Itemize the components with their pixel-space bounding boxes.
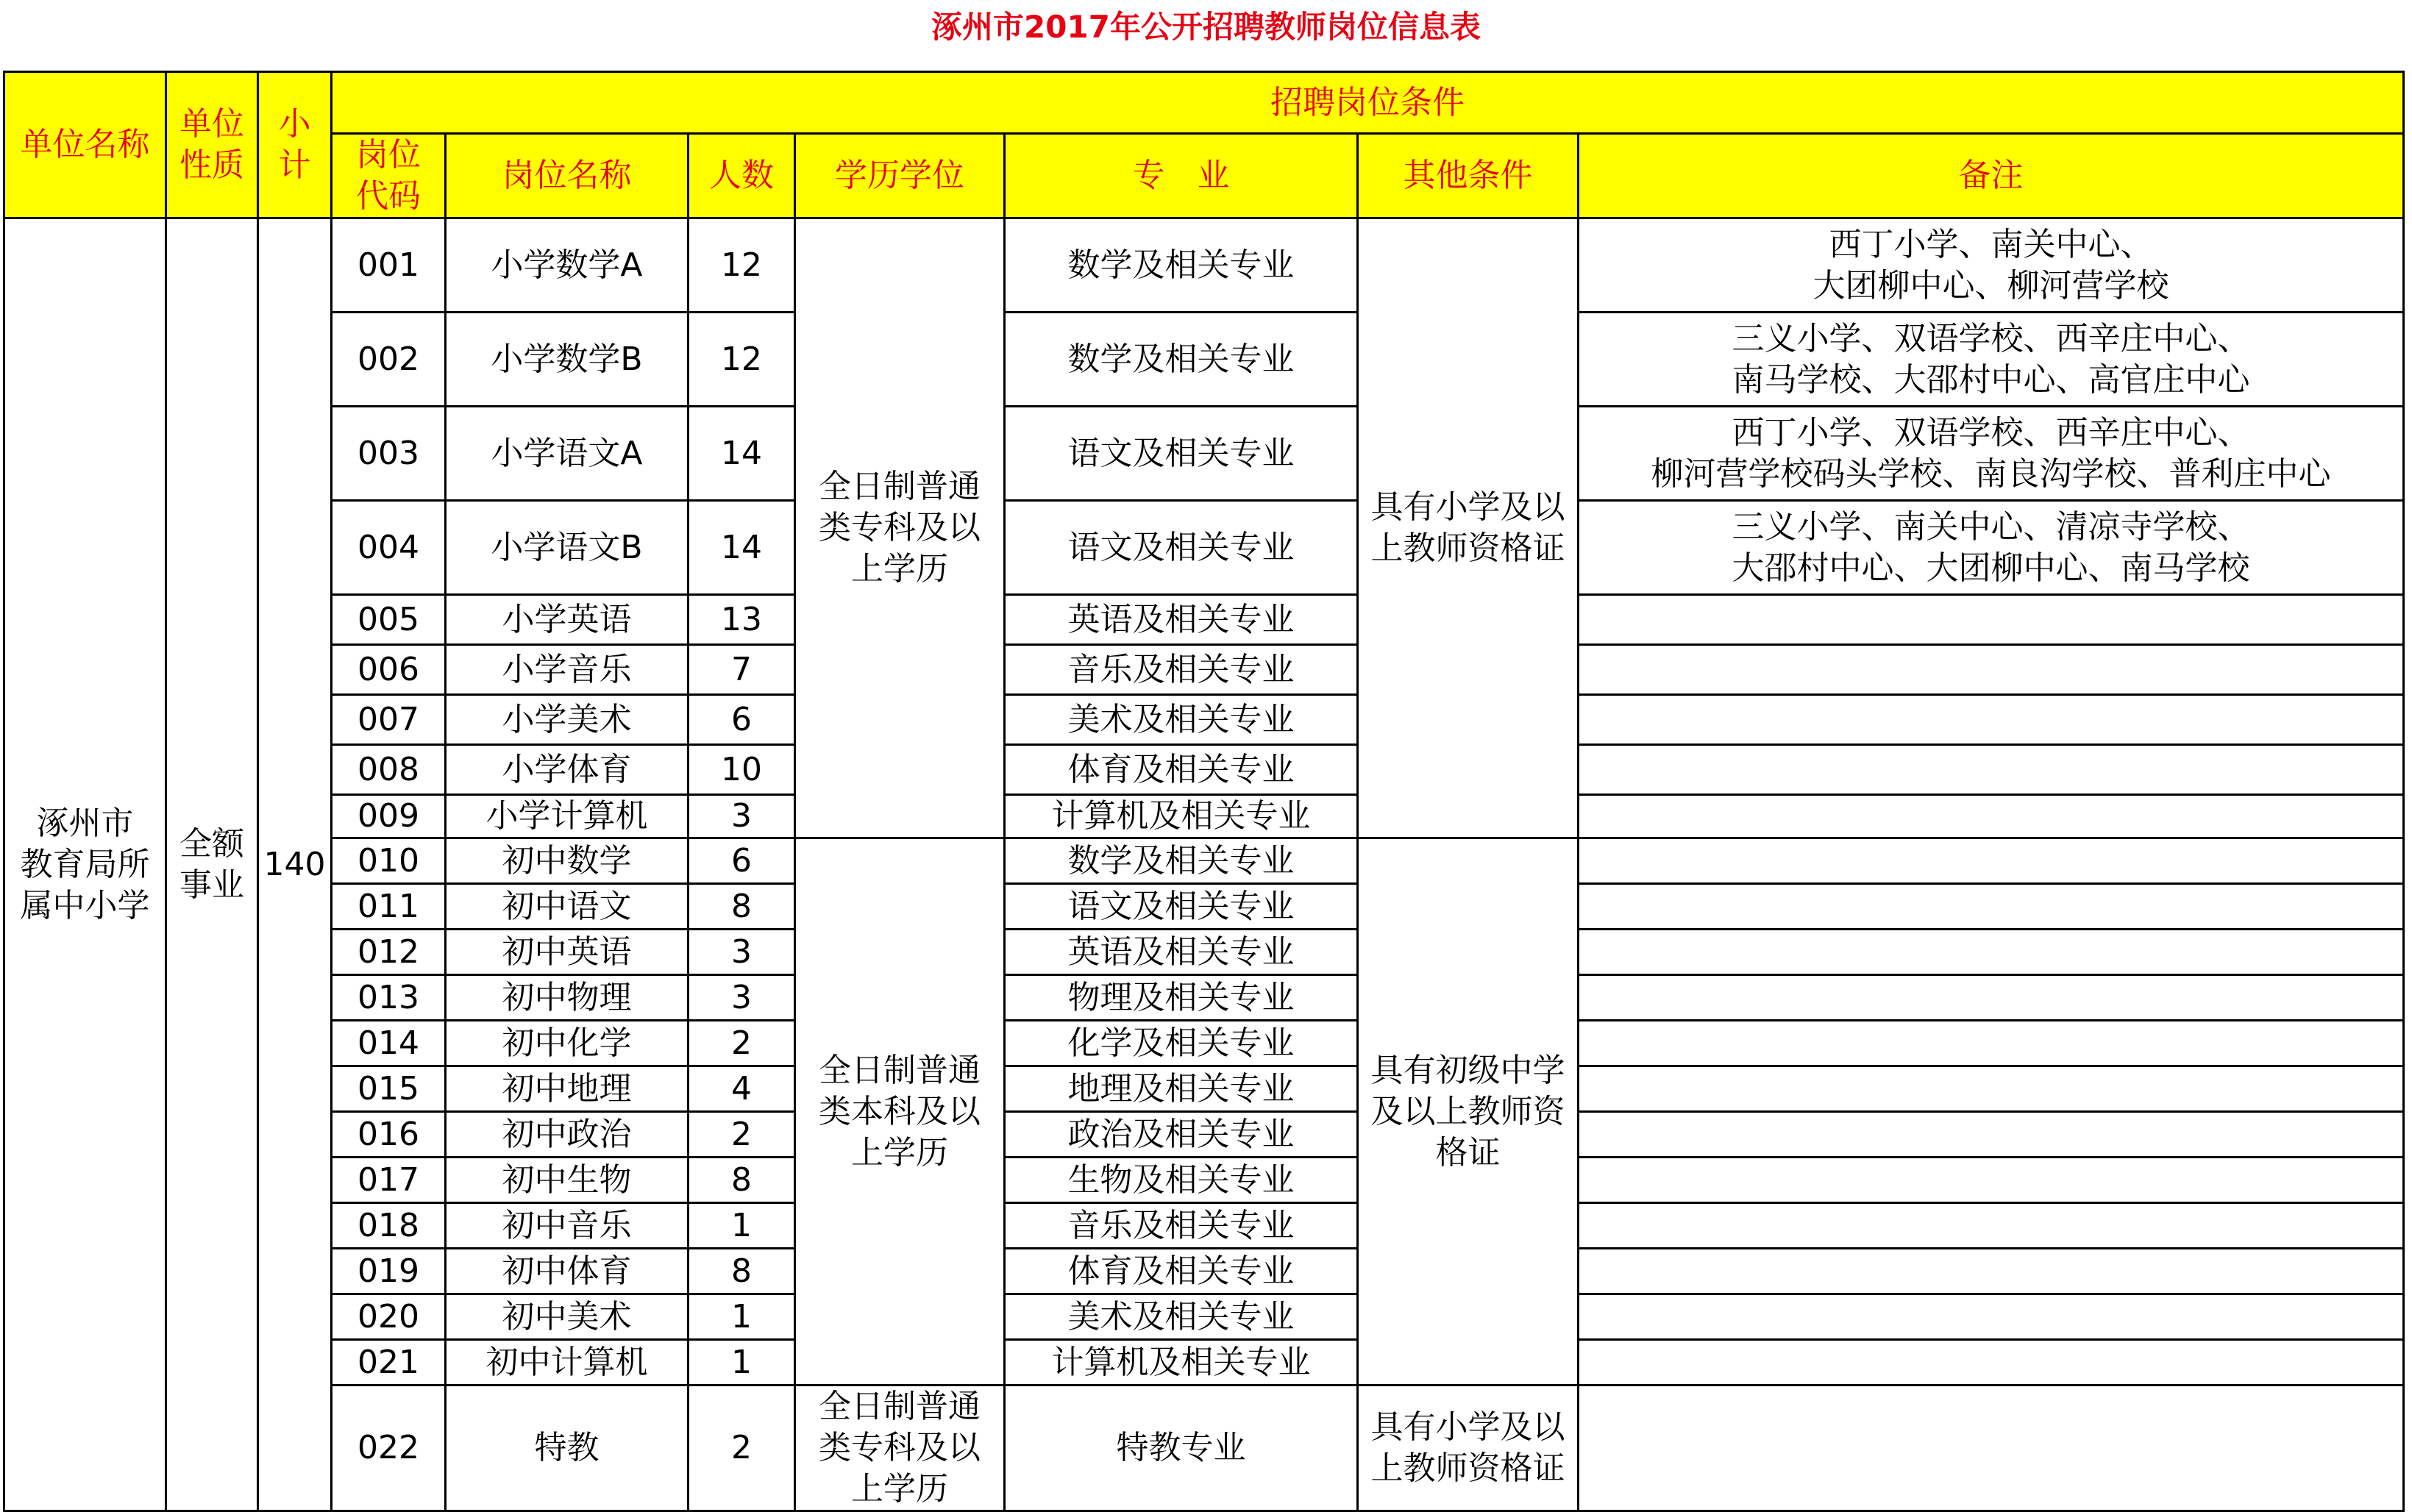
remark-cell: 三义小学、双语学校、西辛庄中心、 南马学校、大邵村中心、高官庄中心 bbox=[1579, 313, 2404, 407]
header-education: 学历学位 bbox=[795, 134, 1005, 218]
remark-cell bbox=[1579, 1158, 2404, 1203]
table-row bbox=[4, 1294, 2404, 1340]
major-cell: 语文及相关专业 bbox=[1005, 407, 1358, 501]
education-cell: 全日制普通 类专科及以 上学历 bbox=[795, 1386, 1005, 1511]
education-cell: 全日制普通 类本科及以 上学历 bbox=[795, 838, 1005, 1386]
post-name-cell: 小学音乐 bbox=[446, 645, 689, 695]
post-name-cell: 小学美术 bbox=[446, 695, 689, 745]
table-row bbox=[4, 1112, 2404, 1158]
remark-cell bbox=[1579, 1249, 2404, 1294]
remark-cell bbox=[1579, 1021, 2404, 1066]
remark-cell bbox=[1579, 645, 2404, 695]
table-row bbox=[4, 595, 2404, 645]
major-cell: 化学及相关专业 bbox=[1005, 1021, 1358, 1066]
remark-cell bbox=[1579, 838, 2404, 884]
major-cell: 体育及相关专业 bbox=[1005, 1249, 1358, 1294]
remark-cell bbox=[1579, 1294, 2404, 1340]
count-cell: 10 bbox=[689, 745, 795, 795]
count-cell: 1 bbox=[689, 1340, 795, 1386]
table-row bbox=[4, 645, 2404, 695]
major-cell: 体育及相关专业 bbox=[1005, 745, 1358, 795]
count-cell: 6 bbox=[689, 695, 795, 745]
code-cell: 021 bbox=[332, 1340, 446, 1386]
code-cell: 012 bbox=[332, 930, 446, 975]
header-remark: 备注 bbox=[1579, 134, 2404, 218]
table-row bbox=[4, 1158, 2404, 1203]
count-cell: 8 bbox=[689, 1158, 795, 1203]
code-cell: 002 bbox=[332, 313, 446, 407]
table-row bbox=[4, 975, 2404, 1021]
table-row bbox=[4, 1249, 2404, 1294]
header-unit-name: 单位名称 bbox=[4, 72, 166, 218]
code-cell: 009 bbox=[332, 795, 446, 838]
remark-cell bbox=[1579, 884, 2404, 930]
remark-cell: 三义小学、南关中心、清凉寺学校、 大邵村中心、大团柳中心、南马学校 bbox=[1579, 501, 2404, 595]
other-conditions-cell: 具有小学及以 上教师资格证 bbox=[1358, 218, 1579, 838]
remark-cell bbox=[1579, 745, 2404, 795]
code-cell: 007 bbox=[332, 695, 446, 745]
count-cell: 8 bbox=[689, 1249, 795, 1294]
table-row bbox=[4, 838, 2404, 884]
table-row bbox=[4, 407, 2404, 501]
post-name-cell: 小学计算机 bbox=[446, 795, 689, 838]
table-row bbox=[4, 313, 2404, 407]
count-cell: 1 bbox=[689, 1203, 795, 1249]
count-cell: 3 bbox=[689, 975, 795, 1021]
post-name-cell: 特教 bbox=[446, 1386, 689, 1511]
remark-cell bbox=[1579, 1066, 2404, 1112]
code-cell: 020 bbox=[332, 1294, 446, 1340]
post-name-cell: 小学语文A bbox=[446, 407, 689, 501]
education-cell: 全日制普通 类专科及以 上学历 bbox=[795, 218, 1005, 838]
code-cell: 019 bbox=[332, 1249, 446, 1294]
remark-cell bbox=[1579, 975, 2404, 1021]
post-name-cell: 初中政治 bbox=[446, 1112, 689, 1158]
positions-table bbox=[3, 71, 2405, 1512]
table-row bbox=[4, 695, 2404, 745]
count-cell: 7 bbox=[689, 645, 795, 695]
count-cell: 14 bbox=[689, 501, 795, 595]
post-name-cell: 小学数学A bbox=[446, 218, 689, 313]
code-cell: 008 bbox=[332, 745, 446, 795]
code-cell: 011 bbox=[332, 884, 446, 930]
code-cell: 013 bbox=[332, 975, 446, 1021]
remark-cell bbox=[1579, 1340, 2404, 1386]
major-cell: 特教专业 bbox=[1005, 1386, 1358, 1511]
unit-name-cell: 涿州市 教育局所 属中小学 bbox=[4, 218, 166, 1511]
header-count: 人数 bbox=[689, 134, 795, 218]
remark-cell: 西丁小学、南关中心、 大团柳中心、柳河营学校 bbox=[1579, 218, 2404, 313]
count-cell: 14 bbox=[689, 407, 795, 501]
major-cell: 英语及相关专业 bbox=[1005, 595, 1358, 645]
header-subrow bbox=[4, 134, 2404, 218]
code-cell: 017 bbox=[332, 1158, 446, 1203]
other-conditions-cell: 具有初级中学 及以上教师资 格证 bbox=[1358, 838, 1579, 1386]
table-row bbox=[4, 1021, 2404, 1066]
major-cell: 物理及相关专业 bbox=[1005, 975, 1358, 1021]
remark-cell bbox=[1579, 1203, 2404, 1249]
post-name-cell: 小学体育 bbox=[446, 745, 689, 795]
code-cell: 003 bbox=[332, 407, 446, 501]
post-name-cell: 小学英语 bbox=[446, 595, 689, 645]
unit-nature-cell: 全额 事业 bbox=[166, 218, 258, 1511]
major-cell: 数学及相关专业 bbox=[1005, 218, 1358, 313]
header-other: 其他条件 bbox=[1358, 134, 1579, 218]
post-name-cell: 初中地理 bbox=[446, 1066, 689, 1112]
table-row bbox=[4, 1340, 2404, 1386]
post-name-cell: 小学语文B bbox=[446, 501, 689, 595]
major-cell: 生物及相关专业 bbox=[1005, 1158, 1358, 1203]
code-cell: 018 bbox=[332, 1203, 446, 1249]
count-cell: 6 bbox=[689, 838, 795, 884]
count-cell: 3 bbox=[689, 795, 795, 838]
count-cell: 13 bbox=[689, 595, 795, 645]
code-cell: 006 bbox=[332, 645, 446, 695]
table-row bbox=[4, 1386, 2404, 1511]
code-cell: 022 bbox=[332, 1386, 446, 1511]
code-cell: 001 bbox=[332, 218, 446, 313]
count-cell: 12 bbox=[689, 218, 795, 313]
count-cell: 3 bbox=[689, 930, 795, 975]
post-name-cell: 初中计算机 bbox=[446, 1340, 689, 1386]
code-cell: 015 bbox=[332, 1066, 446, 1112]
table-row bbox=[4, 884, 2404, 930]
count-cell: 12 bbox=[689, 313, 795, 407]
table-row bbox=[4, 218, 2404, 313]
header-conditions-group: 招聘岗位条件 bbox=[332, 72, 2404, 134]
table-row bbox=[4, 1203, 2404, 1249]
count-cell: 2 bbox=[689, 1021, 795, 1066]
remark-cell: 西丁小学、双语学校、西辛庄中心、 柳河营学校码头学校、南良沟学校、普利庄中心 bbox=[1579, 407, 2404, 501]
major-cell: 数学及相关专业 bbox=[1005, 838, 1358, 884]
remark-cell bbox=[1579, 595, 2404, 645]
major-cell: 语文及相关专业 bbox=[1005, 884, 1358, 930]
major-cell: 英语及相关专业 bbox=[1005, 930, 1358, 975]
header-major: 专 业 bbox=[1005, 134, 1358, 218]
page-title: 涿州市2017年公开招聘教师岗位信息表 bbox=[931, 9, 1481, 45]
major-cell: 政治及相关专业 bbox=[1005, 1112, 1358, 1158]
major-cell: 音乐及相关专业 bbox=[1005, 1203, 1358, 1249]
code-cell: 005 bbox=[332, 595, 446, 645]
count-cell: 2 bbox=[689, 1112, 795, 1158]
table-row bbox=[4, 930, 2404, 975]
count-cell: 1 bbox=[689, 1294, 795, 1340]
header-code: 岗位 代码 bbox=[332, 134, 446, 218]
post-name-cell: 初中生物 bbox=[446, 1158, 689, 1203]
remark-cell bbox=[1579, 1386, 2404, 1511]
major-cell: 计算机及相关专业 bbox=[1005, 1340, 1358, 1386]
major-cell: 地理及相关专业 bbox=[1005, 1066, 1358, 1112]
major-cell: 美术及相关专业 bbox=[1005, 1294, 1358, 1340]
post-name-cell: 初中物理 bbox=[446, 975, 689, 1021]
major-cell: 音乐及相关专业 bbox=[1005, 645, 1358, 695]
table-row bbox=[4, 795, 2404, 838]
post-name-cell: 初中数学 bbox=[446, 838, 689, 884]
count-cell: 4 bbox=[689, 1066, 795, 1112]
table-row bbox=[4, 501, 2404, 595]
header-subtotal: 小 计 bbox=[258, 72, 332, 218]
remark-cell bbox=[1579, 930, 2404, 975]
post-name-cell: 初中化学 bbox=[446, 1021, 689, 1066]
post-name-cell: 小学数学B bbox=[446, 313, 689, 407]
remark-cell bbox=[1579, 1112, 2404, 1158]
post-name-cell: 初中体育 bbox=[446, 1249, 689, 1294]
count-cell: 2 bbox=[689, 1386, 795, 1511]
post-name-cell: 初中音乐 bbox=[446, 1203, 689, 1249]
header-unit-nature: 单位 性质 bbox=[166, 72, 258, 218]
major-cell: 语文及相关专业 bbox=[1005, 501, 1358, 595]
table-row bbox=[4, 1066, 2404, 1112]
code-cell: 004 bbox=[332, 501, 446, 595]
major-cell: 计算机及相关专业 bbox=[1005, 795, 1358, 838]
major-cell: 美术及相关专业 bbox=[1005, 695, 1358, 745]
count-cell: 8 bbox=[689, 884, 795, 930]
code-cell: 014 bbox=[332, 1021, 446, 1066]
table-row bbox=[4, 745, 2404, 795]
remark-cell bbox=[1579, 795, 2404, 838]
code-cell: 010 bbox=[332, 838, 446, 884]
post-name-cell: 初中美术 bbox=[446, 1294, 689, 1340]
subtotal-cell: 140 bbox=[258, 218, 332, 1511]
header-post-name: 岗位名称 bbox=[446, 134, 689, 218]
remark-cell bbox=[1579, 695, 2404, 745]
code-cell: 016 bbox=[332, 1112, 446, 1158]
major-cell: 数学及相关专业 bbox=[1005, 313, 1358, 407]
other-conditions-cell: 具有小学及以 上教师资格证 bbox=[1358, 1386, 1579, 1511]
post-name-cell: 初中英语 bbox=[446, 930, 689, 975]
post-name-cell: 初中语文 bbox=[446, 884, 689, 930]
header-row bbox=[4, 72, 2404, 134]
